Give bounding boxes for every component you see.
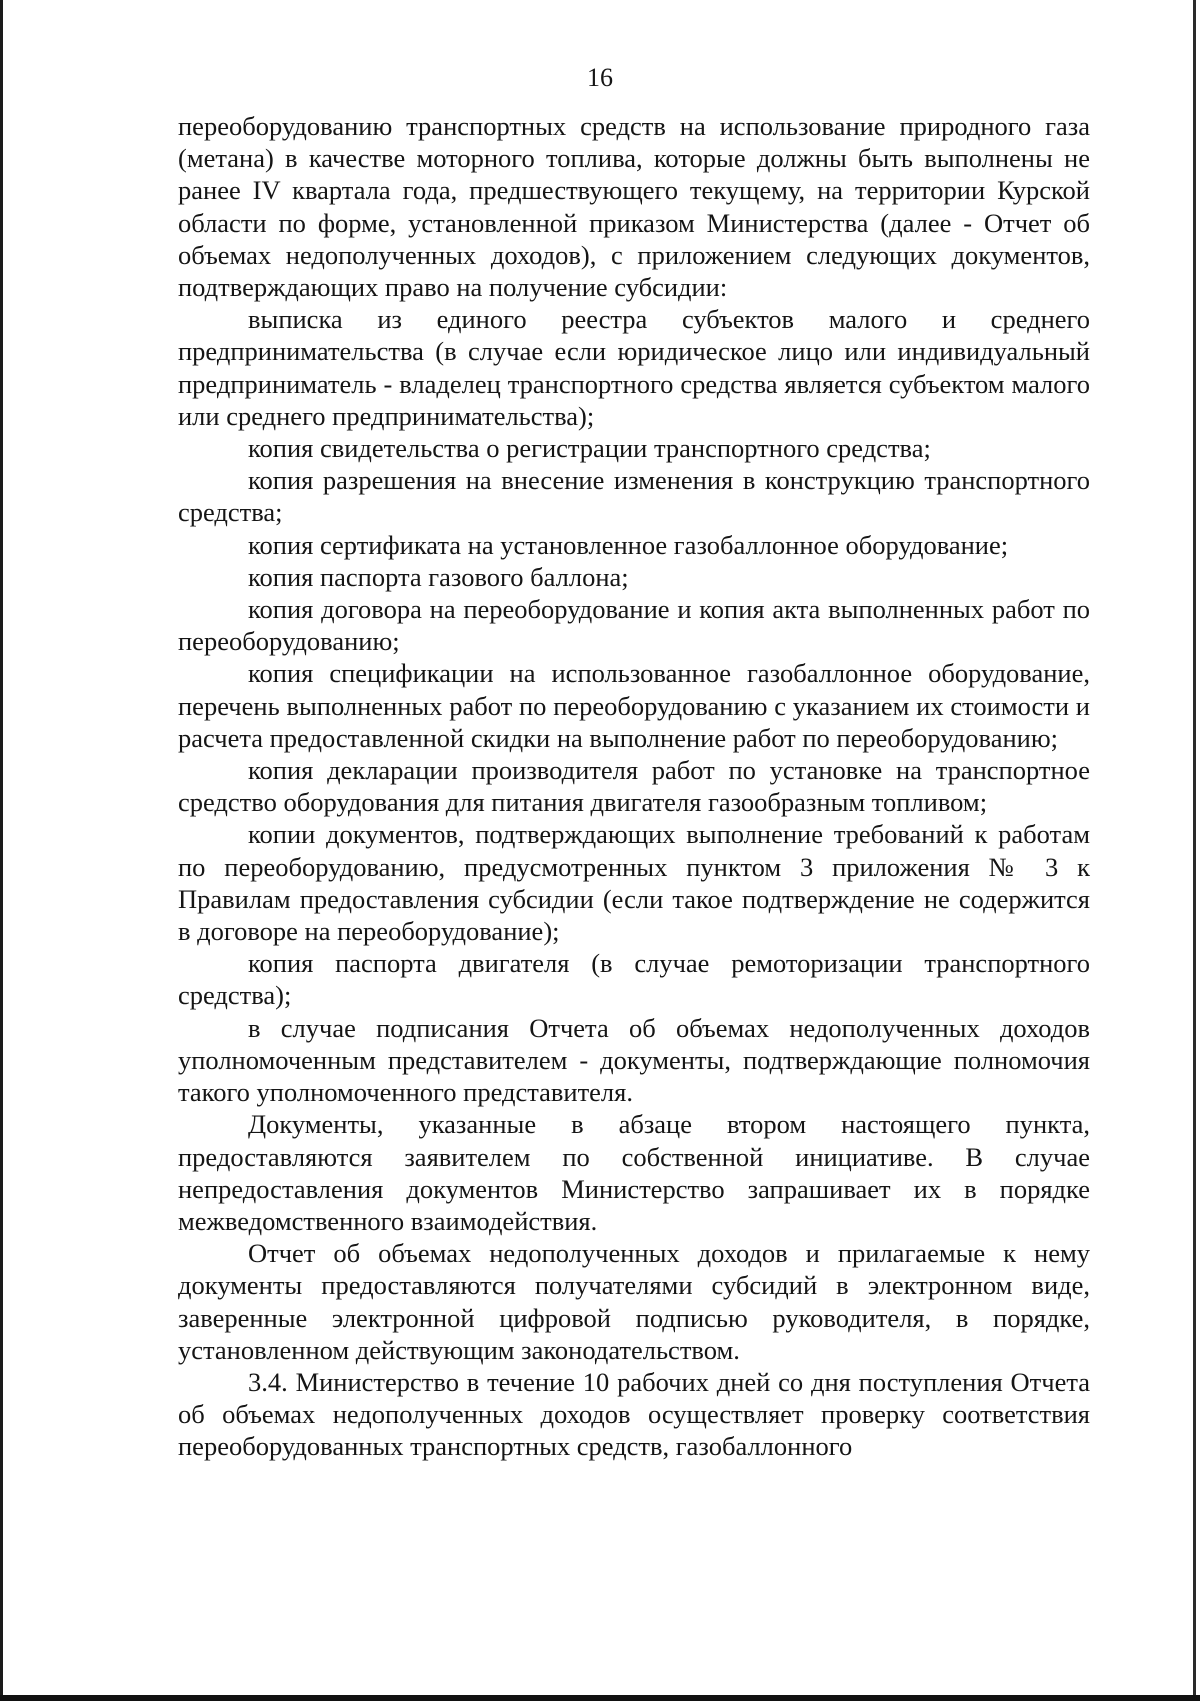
paragraph-own-initiative: Документы, указанные в абзаце втором настоящего пункта, предоставляются заявителем по собственной инициативе. В случае непредоставления документов Министерство запрашивает их в порядке межведомственного взаимодействия. bbox=[178, 1109, 1090, 1236]
paragraph-equipment-certificate: копия сертификата на установленное газобаллонное оборудование; bbox=[248, 529, 1009, 560]
scan-edge-bottom bbox=[0, 1695, 1200, 1701]
scan-edge-right bbox=[1193, 0, 1196, 1701]
paragraph-design-change-permit: копия разрешения на внесение изменения в конструкцию транспортного средства; bbox=[178, 465, 1090, 528]
page-number: 16 bbox=[587, 63, 613, 92]
document-body bbox=[178, 110, 1090, 1463]
paragraph-engine-passport: копия паспорта двигателя (в случае ремоторизации транспортного средства); bbox=[178, 948, 1090, 1011]
scan-edge-left bbox=[0, 0, 3, 1701]
paragraph-continuation: переоборудованию транспортных средств на использование природного газа (метана) в качестве моторного топлива, которые должны быть выполнены не ранее IV квартала года, предшествующего текущему, на территории Курской области по форме, установленной приказом Министерства (далее - Отчет об объемах недополученных доходов), с приложением следующих документов, подтверждающих право на получение субсидии: bbox=[178, 111, 1090, 303]
paragraph-representative-authority: в случае подписания Отчета об объемах недополученных доходов уполномоченным представителем - документы, подтверждающие полномочия такого уполномоченного представителя. bbox=[178, 1012, 1090, 1108]
paragraph-registration-certificate: копия свидетельства о регистрации транспортного средства; bbox=[248, 433, 931, 464]
paragraph-installer-declaration: копия декларации производителя работ по установке на транспортное средство оборудования для питания двигателя газообразным топливом; bbox=[178, 755, 1090, 818]
paragraph-requirements-compliance: копии документов, подтверждающих выполнение требований к работам по переоборудованию, предусмотренных пунктом 3 приложения № 3 к Правилам предоставления субсидии (если такое подтверждение не содержится в договоре на переоборудование); bbox=[178, 819, 1090, 947]
paragraph-contract-and-act: копия договора на переоборудование и копия акта выполненных работ по переоборудованию; bbox=[178, 594, 1090, 657]
paragraph-equipment-specification: копия спецификации на использованное газобаллонное оборудование, перечень выполненных работ по переоборудованию с указанием их стоимости и расчета предоставленной скидки на выполнение работ по переоборудованию; bbox=[178, 658, 1090, 753]
paragraph-electronic-submission: Отчет об объемах недополученных доходов и прилагаемые к нему документы предоставляются получателями субсидий в электронном виде, заверенные электронной цифровой подписью руководителя, в порядке, установленном действующим законодательством. bbox=[178, 1238, 1090, 1365]
paragraph-section-3-4: 3.4. Министерство в течение 10 рабочих дней со дня поступления Отчета об объемах недополученных доходов осуществляет проверку соответствия переоборудованных транспортных средств, газобаллонного bbox=[178, 1366, 1090, 1462]
paragraph-cylinder-passport: копия паспорта газового баллона; bbox=[248, 561, 629, 592]
paragraph-sme-registry-extract: выписка из единого реестра субъектов малого и среднего предпринимательства (в случае если юридическое лицо или индивидуальный предприниматель - владелец транспортного средства является субъектом малого или среднего предпринимательства); bbox=[178, 304, 1090, 431]
